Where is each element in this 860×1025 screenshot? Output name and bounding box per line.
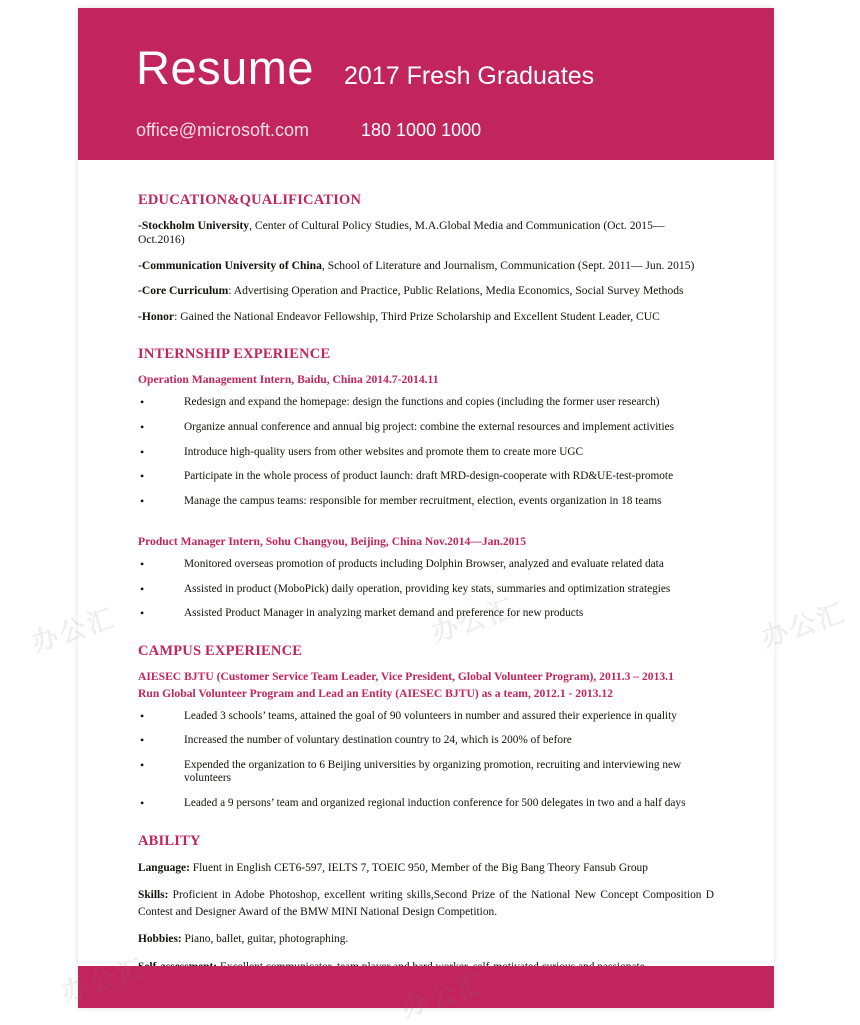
education-line bbox=[138, 219, 714, 248]
section-heading-ability: ABILITY bbox=[138, 832, 201, 849]
header-band bbox=[78, 8, 774, 160]
header-title-row bbox=[136, 40, 594, 95]
education-line-label: -Stockholm University bbox=[138, 219, 250, 232]
list-item: • Introduce high-quality users from other websites and promote them to create more UGC bbox=[138, 446, 714, 460]
contact-email: office@microsoft.com bbox=[136, 120, 309, 140]
page-subtitle: 2017 Fresh Graduates bbox=[344, 62, 595, 90]
education-line-text: , Center of Cultural Policy Studies, M.A.Global Media and Communication (Oct. 2015— Oct.2016) bbox=[138, 219, 665, 247]
list-item: • Organize annual conference and annual big project: combine the external resources and implement activities bbox=[138, 421, 714, 435]
education-line-text: : Advertising Operation and Practice, Public Relations, Media Economics, Social Survey Methods bbox=[228, 284, 684, 298]
education-line bbox=[138, 259, 714, 273]
header-contact-row bbox=[136, 120, 481, 141]
education-line-text: , School of Literature and Journalism, Communication (Sept. 2011— Jun. 2015) bbox=[321, 258, 695, 272]
ability-line-text: Piano, ballet, guitar, photographing. bbox=[181, 933, 349, 946]
education-line-label: -Communication University of China bbox=[138, 258, 322, 272]
spacer bbox=[138, 519, 714, 531]
list-item: • Redesign and expand the homepage: design the functions and copies (including the former user research) bbox=[138, 396, 714, 410]
watermark: 办公汇 bbox=[757, 597, 850, 653]
list-item: • Participate in the whole process of product launch: draft MRD-design-cooperate with RD&UE-test-promote bbox=[138, 470, 714, 484]
list-item: • Manage the campus teams: responsible for member recruitment, election, events organization in 18 teams bbox=[138, 495, 714, 509]
internship-job2-bullets bbox=[138, 558, 714, 621]
list-item: • Expended the organization to 6 Beijing universities by organizing promotion, recruiting and interviewing new volunteers bbox=[138, 759, 714, 786]
internship-job2-title: Product Manager Intern, Sohu Changyou, Beijing, China Nov.2014—Jan.2015 bbox=[138, 535, 527, 549]
campus-role1-title: AIESEC BJTU (Customer Service Team Leader, Vice President, Global Volunteer Program), 2011.3 – 2013.1 bbox=[138, 669, 674, 683]
list-item: • Assisted Product Manager in analyzing market demand and preference for new products bbox=[138, 607, 714, 621]
education-line bbox=[138, 284, 714, 298]
ability-line-text: Proficient in Adobe Photoshop, excellent writing skills,Second Prize of the National New Concept Composition D Contest and Designer Award of the BMW MINI National Design Competition. bbox=[138, 889, 714, 918]
section-heading-education: EDUCATION&QUALIFICATION bbox=[138, 192, 362, 208]
section-ability bbox=[138, 833, 714, 976]
education-line-text: : Gained the National Endeavor Fellowship, Third Prize Scholarship and Excellent Student Leader, CUC bbox=[174, 309, 660, 323]
internship-job1-bullets bbox=[138, 396, 714, 508]
list-item: • Monitored overseas promotion of products including Dolphin Browser, analyzed and evaluate related data bbox=[138, 558, 714, 572]
education-line bbox=[138, 310, 714, 324]
footer-band bbox=[78, 966, 774, 1008]
campus-role2-title: Run Global Volunteer Program and Lead an Entity (AIESEC BJTU) as a team, 2012.1 - 2013.12 bbox=[138, 686, 613, 700]
ability-line bbox=[138, 887, 714, 920]
section-internship bbox=[138, 346, 714, 620]
contact-phone: 180 1000 1000 bbox=[361, 120, 482, 140]
list-item: • Increased the number of voluntary destination country to 24, which is 200% of before bbox=[138, 734, 714, 748]
list-item: • Leaded a 9 persons’ team and organized regional induction conference for 500 delegates in two and a half days bbox=[138, 797, 714, 811]
section-heading-internship: INTERNSHIP EXPERIENCE bbox=[138, 346, 331, 363]
education-line-label: -Core Curriculum bbox=[138, 284, 229, 298]
ability-line-label: Hobbies: bbox=[138, 933, 182, 946]
internship-job1-title: Operation Management Intern, Baidu, China 2014.7-2014.11 bbox=[138, 373, 439, 387]
ability-line bbox=[138, 860, 714, 877]
section-campus bbox=[138, 643, 714, 811]
ability-line-label: Skills: bbox=[138, 889, 169, 902]
list-item: • Leaded 3 schools’ teams, attained the goal of 90 volunteers in number and assured their experience in quality bbox=[138, 710, 714, 724]
page-title: Resume bbox=[136, 41, 315, 94]
resume-page bbox=[78, 8, 774, 1008]
ability-line-label: Language: bbox=[138, 861, 190, 874]
ability-line bbox=[138, 931, 714, 948]
list-item: • Assisted in product (MoboPick) daily operation, providing key stats, summaries and optimization strategies bbox=[138, 583, 714, 597]
section-heading-campus: CAMPUS EXPERIENCE bbox=[138, 642, 303, 659]
campus-bullets bbox=[138, 710, 714, 811]
section-education bbox=[138, 192, 714, 324]
education-line-label: -Honor bbox=[138, 309, 175, 323]
watermark: 办公汇 bbox=[27, 602, 120, 658]
resume-body bbox=[78, 160, 774, 975]
ability-line-text: Fluent in English CET6-597, IELTS 7, TOEIC 950, Member of the Big Bang Theory Fansub Group bbox=[189, 861, 648, 874]
